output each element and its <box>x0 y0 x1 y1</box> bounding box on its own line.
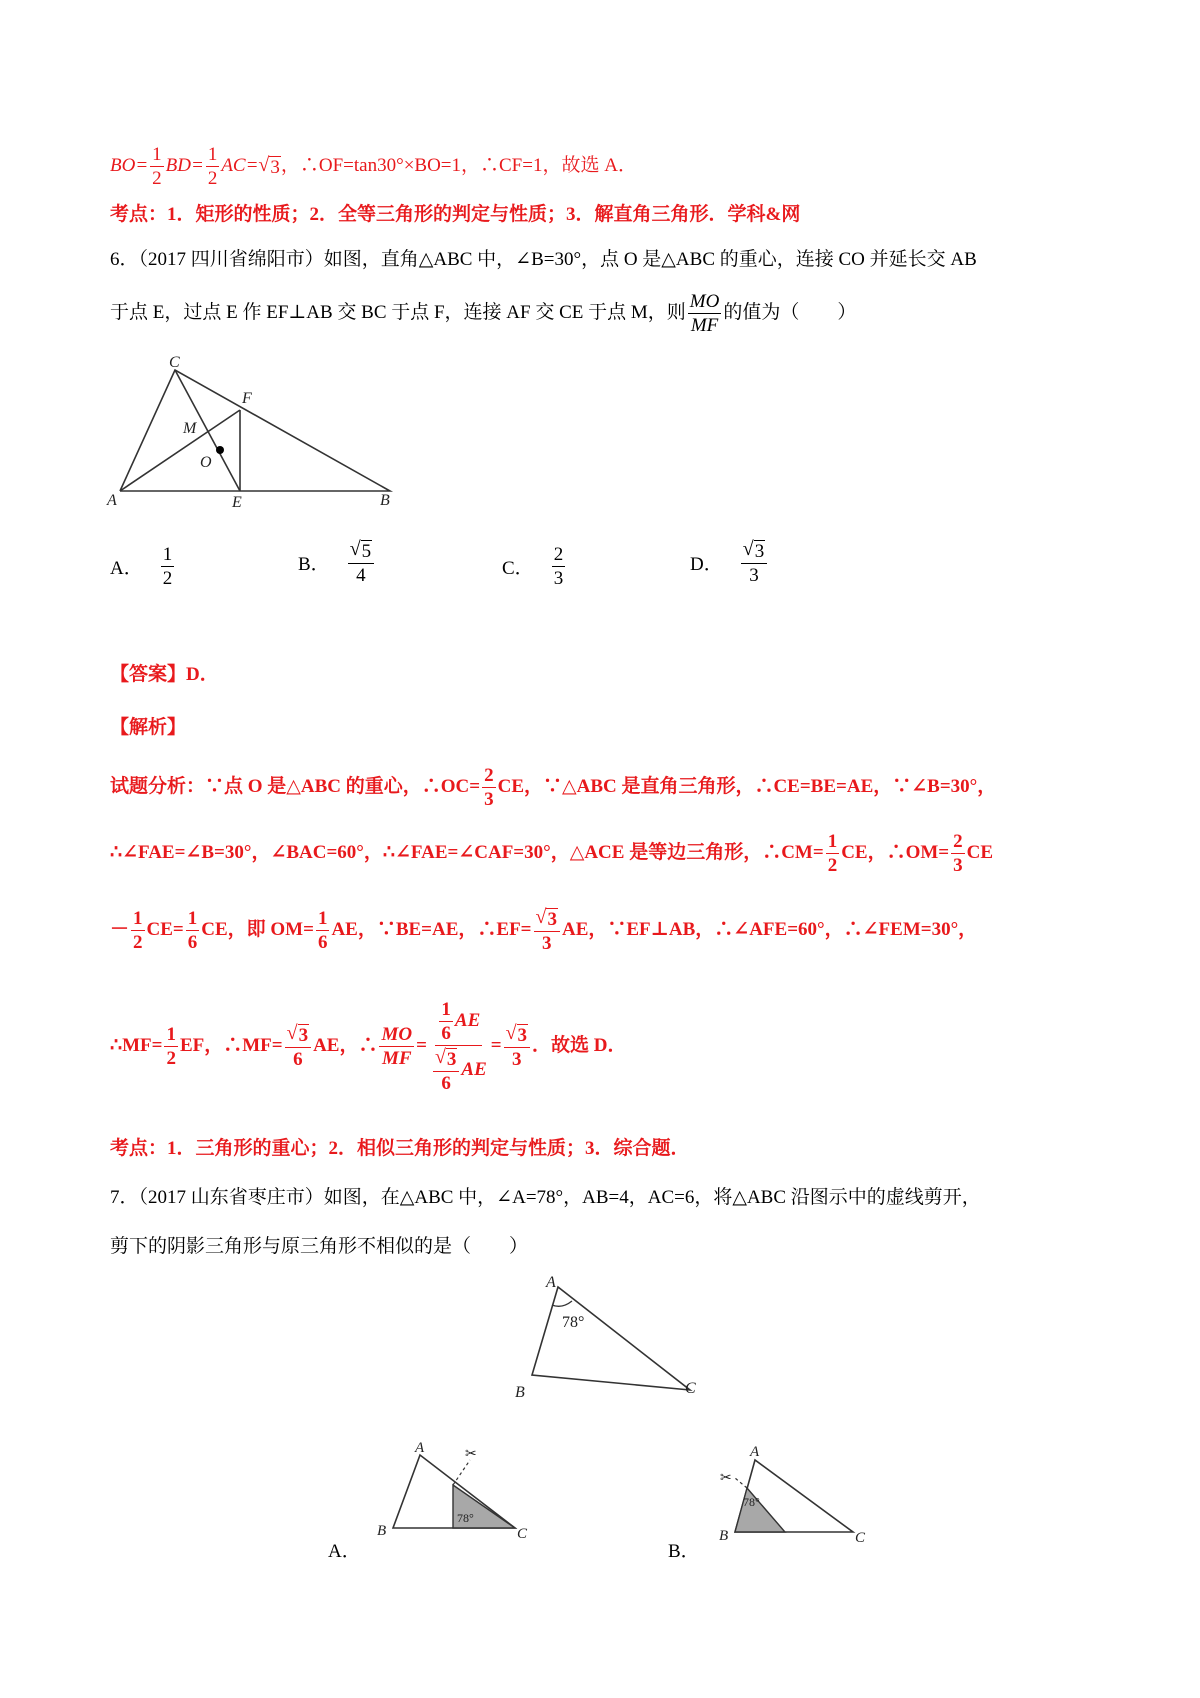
numerator: MO <box>689 291 720 312</box>
sqrt-arg: 3 <box>446 1049 457 1070</box>
label-b: B <box>380 492 390 509</box>
numerator: 1 <box>827 831 838 852</box>
label-b: B <box>719 1528 729 1544</box>
option-label: B． <box>298 554 330 575</box>
analysis-text: ．故选 D． <box>532 1034 627 1056</box>
label-f: F <box>242 390 252 407</box>
denominator: 2 <box>133 932 143 953</box>
denominator: 2 <box>152 168 162 189</box>
q6-option-d[interactable]: D． √ 3 3 <box>690 540 769 585</box>
sqrt: √ 3 <box>258 153 280 178</box>
numerator: 1 <box>166 1024 176 1045</box>
sqrt-arg: 5 <box>361 541 372 562</box>
denominator: 3 <box>553 568 564 589</box>
label-78: 78° <box>562 1314 585 1331</box>
text-bo: BO= <box>110 154 149 176</box>
label-78: 78° <box>743 1495 760 1509</box>
label-a: A <box>415 1440 425 1456</box>
label-b: B <box>515 1384 525 1401</box>
label-m: M <box>183 420 197 437</box>
analysis-line-4: ∴MF= $\frac{1}{2}$ EF，∴MF= √ 3 6 AE，∴ $\frac{MO}{MF}$ = $\frac{1}{6}$ AE √ 3 6 AE = √ 3 3 ．故选 D． <box>110 999 627 1094</box>
q7-option-a-figure[interactable] <box>365 1440 545 1550</box>
q6-kaodian: 考点：1．三角形的重心；2．相似三角形的判定与性质；3．综合题． <box>110 1138 690 1159</box>
option-label: B． <box>668 1541 700 1562</box>
q7-main-figure <box>510 1275 710 1405</box>
q7-line1: 7．（2017 山东省枣庄市）如图，在△ABC 中，∠A=78°，AB=4，AC=6，将△ABC 沿图示中的虚线剪开， <box>110 1187 981 1208</box>
q6-option-b[interactable]: B． √ 5 4 <box>298 540 376 585</box>
text-ac: AC= <box>221 154 259 176</box>
numerator: 1 <box>152 144 162 165</box>
sqrt-arg: 3 <box>270 156 280 178</box>
numerator: 1 <box>207 144 218 165</box>
label-c: C <box>685 1380 696 1397</box>
denominator: 2 <box>166 1048 176 1069</box>
denominator: MF <box>382 1048 412 1069</box>
label-o: O <box>200 454 212 471</box>
option-label: D． <box>690 554 723 575</box>
fraction-mo-mf <box>688 292 722 335</box>
analysis-text: CE，∵△ABC 是直角三角形，∴CE=BE=AE，∵∠B=30°， <box>497 775 997 797</box>
option-label: A． <box>110 558 143 579</box>
sqrt-arg: 3 <box>754 541 765 562</box>
analysis-line-1 <box>110 766 996 809</box>
analysis-text: CE= <box>146 918 184 940</box>
q6-line2-text: 于点 E，过点 E 作 EF⊥AB 交 BC 于点 F，连接 AF 交 CE 于点 M，则 <box>110 301 686 323</box>
option-label: A． <box>328 1541 361 1562</box>
denominator: 6 <box>293 1049 303 1070</box>
numerator: MO <box>381 1024 413 1045</box>
numerator: 1 <box>162 544 173 565</box>
q7-option-b-figure[interactable] <box>705 1440 885 1550</box>
sqrt-arg: 3 <box>298 1025 309 1046</box>
analysis-text: CE，即 OM= <box>201 918 314 940</box>
q7-option-b[interactable] <box>668 1536 700 1563</box>
label-a: A <box>107 492 117 509</box>
q6-answer: 【答案】D． <box>110 664 219 685</box>
analysis-text: ∴∠FAE=∠B=30°，∠BAC=60°，∴∠FAE=∠CAF=30°，△ACE 是等边三角形，∴CM= <box>110 841 824 863</box>
denominator: 3 <box>512 1049 522 1070</box>
fraction <box>206 145 220 188</box>
sqrt-arg: 3 <box>517 1025 528 1046</box>
analysis-text: 试题分析：∵点 O 是△ABC 的重心，∴OC= <box>110 775 481 797</box>
label-c: C <box>517 1526 528 1542</box>
fraction <box>150 145 164 188</box>
q7-line2: 剪下的阴影三角形与原三角形不相似的是（ ） <box>110 1236 529 1257</box>
prev-line <box>110 145 637 188</box>
label-c: C <box>855 1530 866 1546</box>
scissors-icon: ✂ <box>720 1471 732 1486</box>
q6-line2 <box>110 292 856 335</box>
ae-text: AE <box>454 1009 481 1031</box>
analysis-text: CE，∴OM= <box>841 841 950 863</box>
q6-line2-tail: 的值为（ ） <box>723 301 857 323</box>
analysis-text: － <box>110 918 130 940</box>
denominator: 6 <box>187 932 198 953</box>
numerator: 1 <box>317 908 328 929</box>
label-a: A <box>750 1444 760 1460</box>
numerator: 1 <box>133 908 143 929</box>
numerator: 2 <box>484 765 494 786</box>
denominator: 3 <box>953 855 963 876</box>
denominator: 6 <box>441 1073 451 1094</box>
analysis-line-3: － $\frac{1}{2}$ CE= $\frac{1}{6}$ CE，即 OM= $\frac{1}{6}$ AE，∵BE=AE，∴EF= √ 3 3 AE，∵EF⊥AB，∴∠AFE=60°，∴∠FEM=30°， <box>110 906 978 954</box>
option-label: C． <box>502 558 534 579</box>
numerator: 2 <box>953 831 963 852</box>
analysis-text: = <box>490 1034 502 1056</box>
label-b: B <box>377 1523 387 1539</box>
sqrt-arg: 3 <box>547 909 557 930</box>
denominator: 6 <box>317 932 328 953</box>
denominator: 6 <box>441 1023 451 1044</box>
numerator: 2 <box>553 544 564 565</box>
denominator: 3 <box>541 933 552 954</box>
denominator: 2 <box>827 855 838 876</box>
numerator: 1 <box>441 999 451 1020</box>
q6-line1: 6．（2017 四川省绵阳市）如图，直角△ABC 中，∠B=30°，点 O 是△ABC 的重心，连接 CO 并延长交 AB <box>110 249 977 270</box>
compound-fraction: $\frac{1}{6}$ AE √ 3 6 AE <box>434 999 487 1094</box>
analysis-text: EF，∴MF= <box>179 1034 283 1056</box>
q7-option-a[interactable] <box>328 1536 361 1563</box>
label-78: 78° <box>457 1511 474 1525</box>
label-e: E <box>232 494 242 511</box>
text-bd: BD= <box>165 154 204 176</box>
q6-figure <box>105 355 425 515</box>
denominator: 2 <box>207 168 218 189</box>
analysis-text: ∴MF= <box>110 1034 163 1056</box>
denominator: 2 <box>162 568 173 589</box>
label-a: A <box>546 1275 556 1291</box>
denominator: 4 <box>356 565 366 586</box>
analysis-text: AE，∵BE=AE，∴EF= <box>331 918 532 940</box>
q6-option-a[interactable] <box>110 545 176 588</box>
label-c: C <box>169 355 180 371</box>
scissors-icon: ✂ <box>465 1447 477 1462</box>
analysis-text: AE，∵EF⊥AB，∴∠AFE=60°，∴∠FEM=30°， <box>561 918 978 940</box>
denominator: MF <box>690 315 719 336</box>
numerator: 1 <box>187 908 198 929</box>
q6-jiexi: 【解析】 <box>110 717 187 738</box>
analysis-text: = <box>416 1034 427 1056</box>
prev-kaodian: 考点：1．矩形的性质；2．全等三角形的判定与性质；3．解直角三角形．学科&网 <box>110 204 801 225</box>
denominator: 3 <box>749 565 759 586</box>
ae-text: AE <box>461 1058 487 1080</box>
q6-option-c[interactable] <box>502 545 567 588</box>
analysis-line-2 <box>110 832 993 875</box>
analysis-text: AE，∴ <box>313 1034 378 1056</box>
text-of: ，∴OF=tan30°×BO=1，∴CF=1，故选 A． <box>280 154 637 176</box>
analysis-text: CE <box>966 841 994 863</box>
denominator: 3 <box>484 789 494 810</box>
